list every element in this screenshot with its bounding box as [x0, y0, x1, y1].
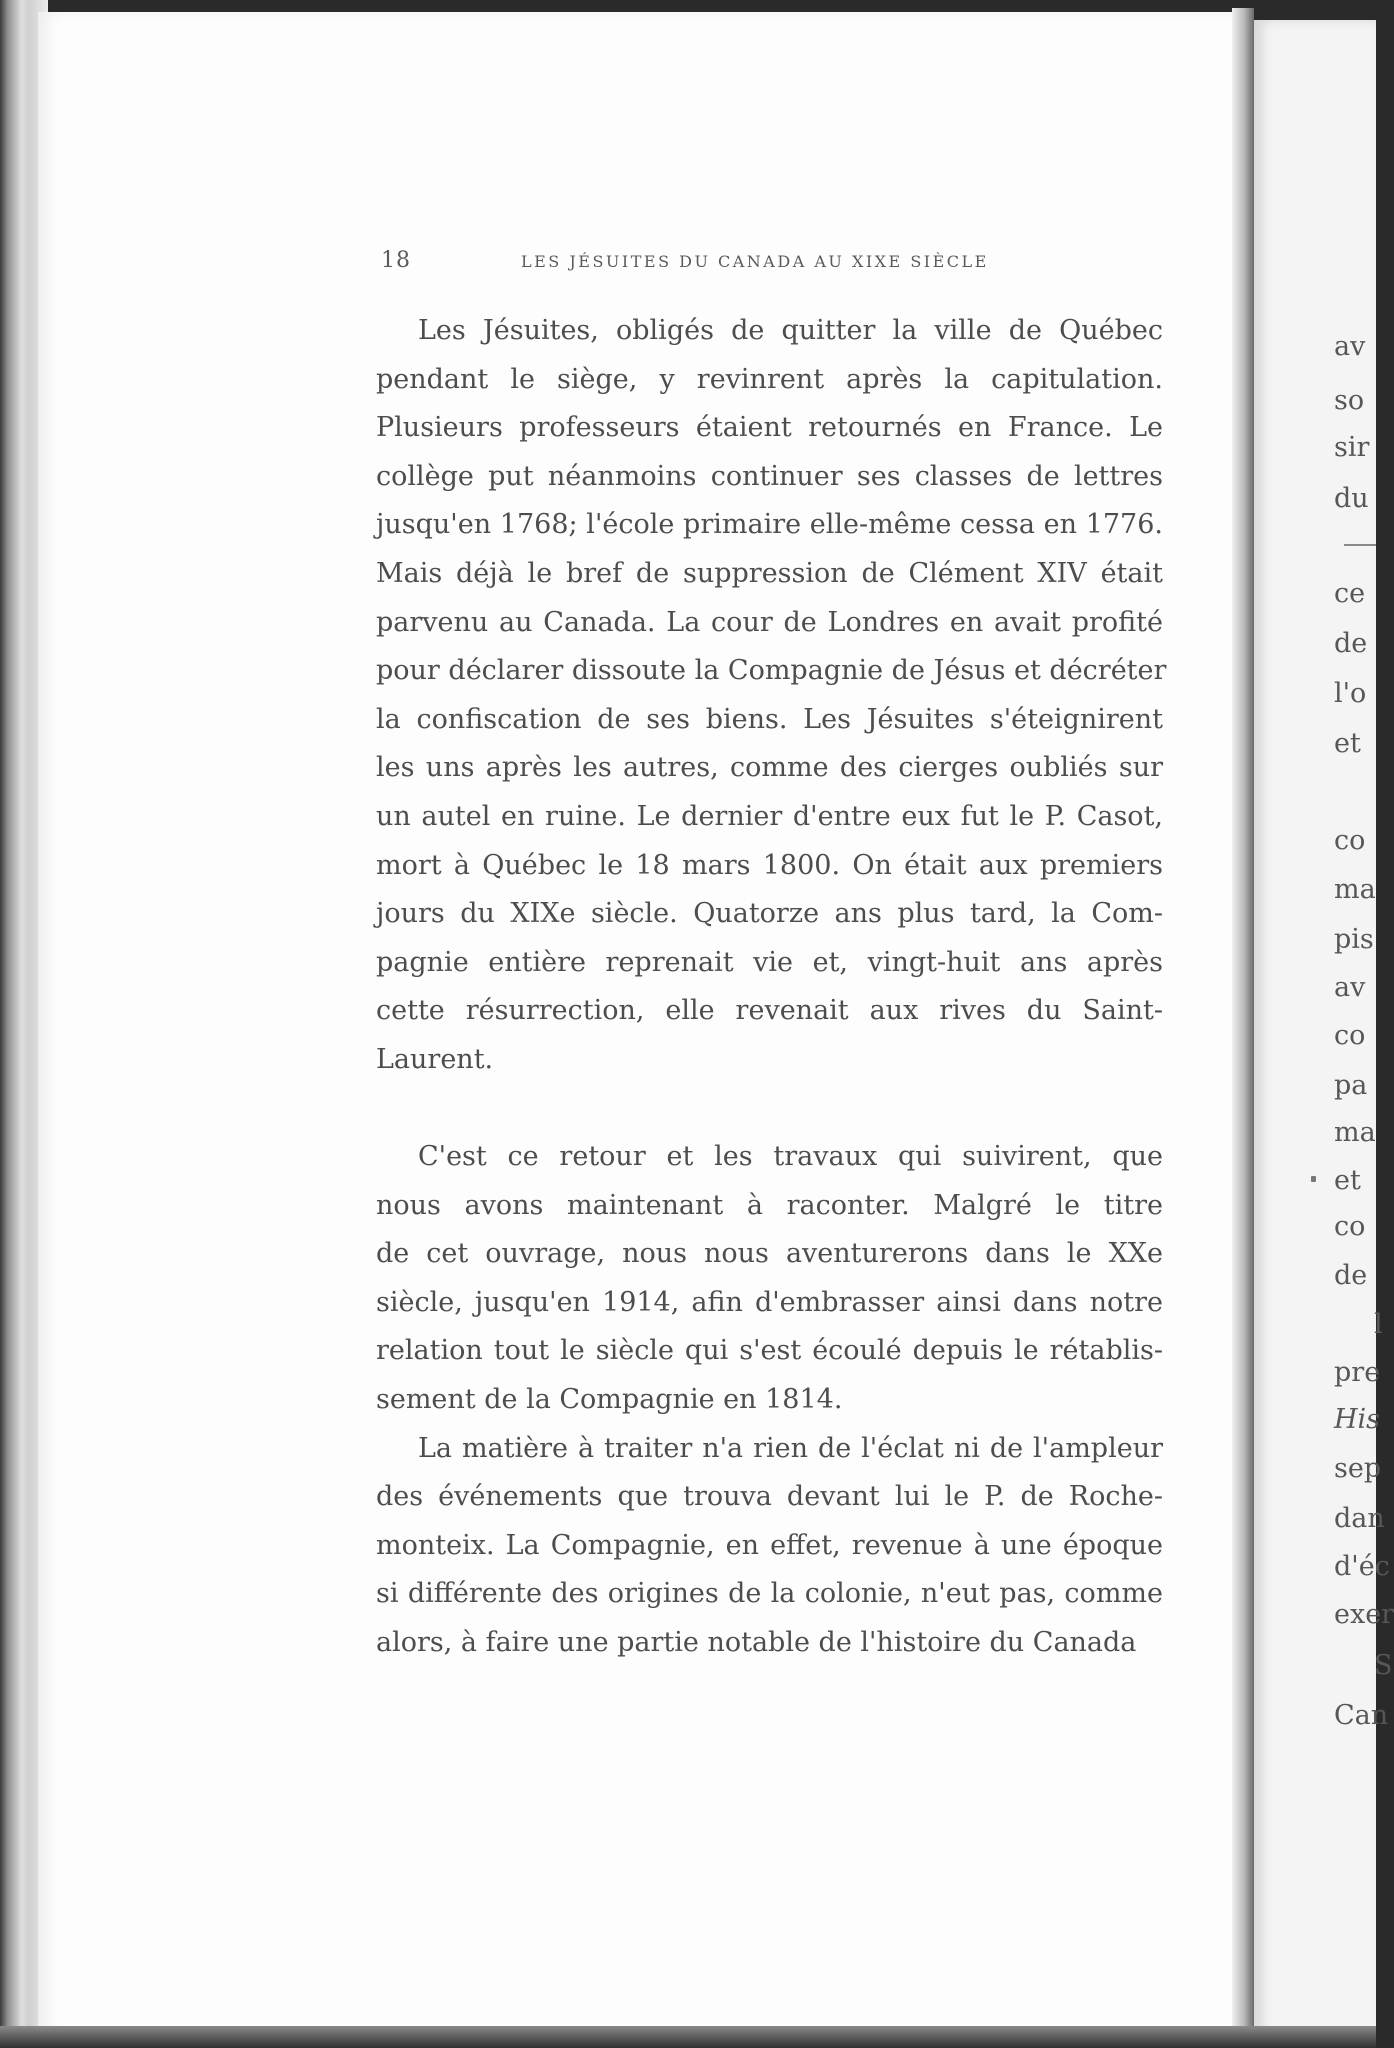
facing-page-fragment: Can	[1334, 1700, 1389, 1731]
body-text	[376, 307, 1167, 1668]
book-gutter	[1232, 8, 1254, 2048]
text-line: de cet ouvrage, nous nous aventurerons dans le XXe	[376, 1238, 1163, 1270]
text-line: sement de la Compagnie en 1814.	[376, 1384, 843, 1416]
text-line: pour déclarer dissoute la Compagnie de Jésus et décréter	[376, 655, 1167, 687]
facing-page-fragment: dan	[1334, 1503, 1385, 1534]
running-head: LES JÉSUITES DU CANADA AU XIXE SIÈCLE	[521, 252, 989, 271]
facing-page-fragment: His	[1334, 1404, 1381, 1435]
text-line: siècle, jusqu'en 1914, afin d'embrasser ainsi dans notre	[376, 1286, 1163, 1318]
text-line: Laurent.	[376, 1043, 494, 1075]
text-line: alors, à faire une partie notable de l'histoire du Canada	[376, 1627, 1137, 1659]
text-line: monteix. La Compagnie, en effet, revenue à une époque	[376, 1529, 1163, 1561]
facing-page-fragment: S	[1374, 1650, 1393, 1681]
text-line: collège put néanmoins continuer ses classes de lettres	[376, 460, 1163, 492]
facing-page-fragment: pa	[1334, 1070, 1368, 1101]
facing-page-fragment: ma	[1334, 874, 1376, 905]
scan-bottom-edge	[0, 2026, 1376, 2048]
facing-page-fragment: de	[1334, 1260, 1368, 1291]
text-line: pagnie entière reprenait vie et, vingt-huit ans après	[376, 946, 1163, 978]
facing-page-fragment: l'o	[1334, 678, 1367, 709]
facing-page-fragment: ma	[1334, 1117, 1376, 1148]
text-line: jusqu'en 1768; l'école primaire elle-même cessa en 1776.	[376, 509, 1163, 541]
facing-page-fragment: exer	[1334, 1599, 1394, 1630]
facing-page-fragment: pre	[1334, 1357, 1381, 1388]
facing-page-fragment: d'éc	[1334, 1551, 1390, 1582]
facing-page-fragment: co	[1334, 1020, 1366, 1051]
facing-page-fragment: et	[1334, 728, 1361, 759]
facing-page-rule	[1344, 544, 1376, 546]
text-line: les uns après les autres, comme des cierges oubliés sur	[376, 752, 1163, 784]
page-header	[381, 248, 1161, 278]
facing-page-fragment: co	[1334, 825, 1366, 856]
text-line: mort à Québec le 18 mars 1800. On était aux premiers	[376, 849, 1163, 881]
facing-page-fragment: du	[1334, 483, 1369, 514]
text-line: cette résurrection, elle revenait aux rives du Saint-	[376, 995, 1163, 1027]
text-line: pendant le siège, y revinrent après la capitulation.	[376, 363, 1163, 395]
text-line: parvenu au Canada. La cour de Londres en avait profité	[376, 606, 1163, 638]
page-number: 18	[381, 248, 411, 273]
scan-speck	[1311, 1176, 1316, 1182]
facing-page-fragment: av	[1334, 331, 1366, 362]
facing-page-fragment: sep	[1334, 1453, 1382, 1484]
text-line: La matière à traiter n'a rien de l'éclat ni de l'ampleur	[418, 1432, 1163, 1464]
text-line: nous avons maintenant à raconter. Malgré le titre	[376, 1189, 1163, 1221]
text-line: si différente des origines de la colonie, n'eut pas, comme	[376, 1578, 1163, 1610]
facing-page-fragment: co	[1334, 1211, 1366, 1242]
text-line: Mais déjà le bref de suppression de Clément XIV était	[376, 557, 1163, 589]
text-line: C'est ce retour et les travaux qui suivirent, que	[418, 1141, 1163, 1173]
facing-page-fragment: ce	[1334, 578, 1366, 609]
text-line: Les Jésuites, obligés de quitter la ville de Québec	[418, 315, 1163, 346]
facing-page-fragment: so	[1334, 385, 1365, 416]
facing-page-fragment: sir	[1334, 432, 1370, 463]
facing-page-fragment: av	[1334, 972, 1366, 1003]
facing-page-fragment: l	[1374, 1309, 1383, 1340]
text-line: jours du XIXe siècle. Quatorze ans plus tard, la Com-	[376, 898, 1163, 930]
text-line: relation tout le siècle qui s'est écoulé depuis le rétablis-	[376, 1335, 1163, 1367]
text-line: un autel en ruine. Le dernier d'entre eux fut le P. Casot,	[376, 800, 1163, 832]
facing-page-fragment: de	[1334, 628, 1368, 659]
text-line: Plusieurs professeurs étaient retournés en France. Le	[376, 412, 1163, 444]
facing-page-fragment: et	[1334, 1165, 1361, 1196]
paragraph-gap	[376, 1085, 1163, 1134]
text-line: des événements que trouva devant lui le P. de Roche-	[376, 1481, 1163, 1513]
text-line: la confiscation de ses biens. Les Jésuites s'éteignirent	[376, 703, 1163, 735]
facing-page-fragment: pis	[1334, 924, 1374, 955]
